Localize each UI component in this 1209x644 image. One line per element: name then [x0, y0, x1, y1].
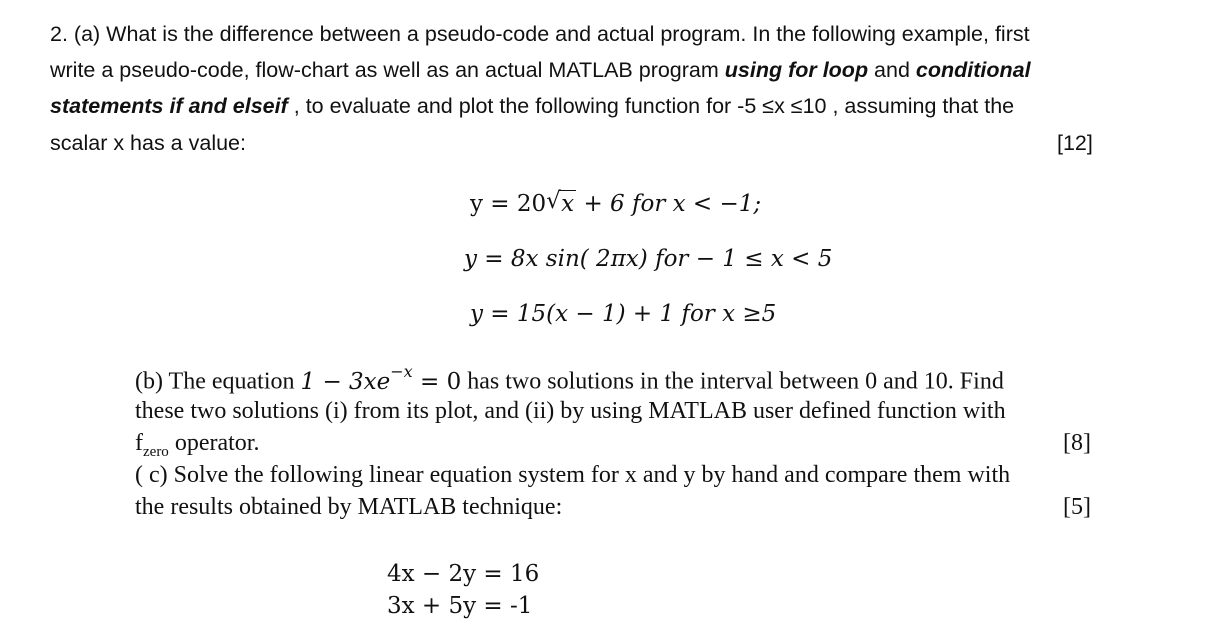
linear-equation-1: 4x − 2y = 16 [387, 561, 540, 587]
part-c-line-2: the results obtained by MATLAB technique: [135, 494, 563, 520]
equation-1-rhs: + 6 for x < −1; [576, 191, 762, 217]
part-b-equation [300, 362, 462, 395]
q2a-line-3-text: , to evaluate and plot the following function for -5 ≤x ≤10 , assuming that the [287, 94, 1015, 118]
q2a-line-2-text: write a pseudo-code, flow-chart as well as an actual MATLAB program [50, 58, 725, 82]
marks-a: [12] [1057, 131, 1093, 155]
q2a-line-2-and: and [868, 58, 916, 82]
linear-equation-2: 3x + 5y = -1 [387, 593, 533, 619]
part-b-equation-exponent: −x [390, 362, 413, 381]
emphasis-conditional: conditional [915, 58, 1031, 82]
emphasis-statements: statements if and elseif [50, 94, 288, 118]
equation-1 [470, 188, 762, 217]
emphasis-for-loop: using for loop [724, 58, 869, 82]
part-b-line-3 [135, 430, 259, 461]
equation-3: y = 15(x − 1) + 1 for x ≥5 [470, 301, 777, 327]
marks-b: [8] [1063, 430, 1091, 456]
part-b-line-1-rest: has two solutions in the interval between 0 and 10. Find [461, 368, 1004, 395]
q2a-line-4: scalar x has a value: [50, 131, 246, 155]
part-b-line-1 [135, 362, 1004, 396]
q2a-line-3 [50, 94, 1014, 119]
equation-2: y = 8x sin( 2πx) for − 1 ≤ x < 5 [464, 246, 833, 272]
equation-1-lhs: y = 20 [470, 191, 547, 217]
fzero-f: f [135, 430, 143, 456]
part-b-operator: operator. [168, 430, 260, 456]
q2a-line-2 [50, 58, 1031, 83]
part-b-equation-base: 1 − 3xe [300, 368, 391, 395]
part-b-equation-rhs: = 0 [412, 368, 462, 395]
part-b-intro: (b) The equation [135, 368, 301, 395]
part-c-line-1: ( c) Solve the following linear equation system for x and y by hand and compare them with [135, 462, 1011, 488]
marks-c: [5] [1063, 494, 1091, 520]
equation-1-radicand: x [561, 191, 575, 217]
q2a-line-1: 2. (a) What is the difference between a pseudo-code and actual program. In the following example, first [50, 22, 1030, 46]
part-b-line-2: these two solutions (i) from its plot, and (ii) by using MATLAB user defined function with [135, 398, 1006, 424]
sqrt-symbol: √ x [546, 188, 575, 217]
fzero-subscript: zero [143, 443, 169, 460]
